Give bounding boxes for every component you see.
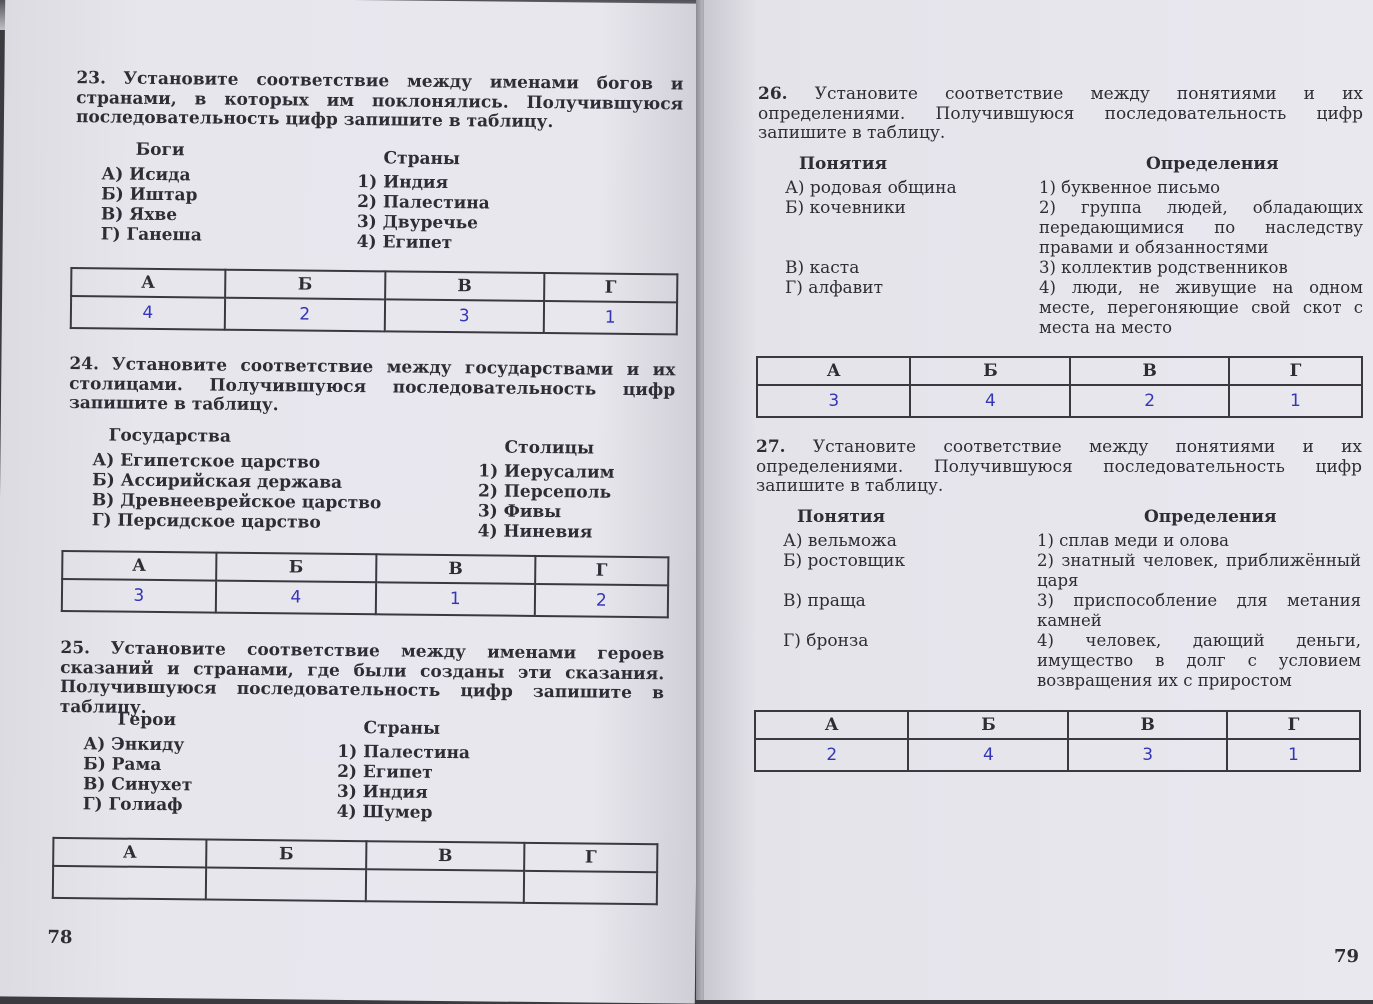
answer-cell[interactable]: 3 [1068, 739, 1226, 771]
table-header-cell: А [71, 268, 225, 298]
task-25-number: 25. [60, 637, 91, 659]
table-header-cell: Б [206, 840, 366, 870]
answer-cell[interactable]: 4 [908, 739, 1068, 771]
answer-cell[interactable] [524, 871, 657, 904]
task-24-answer-table [61, 550, 670, 618]
answer-cell[interactable] [53, 866, 207, 900]
table-header-cell: Б [908, 711, 1068, 739]
table-header-cell: А [53, 838, 207, 868]
table-header-cell: Г [1229, 357, 1362, 385]
answer-cell[interactable]: 2 [534, 584, 668, 617]
table-header-cell: Г [524, 843, 657, 872]
task-25-answer-table [52, 837, 659, 905]
task-23-left-item: Г) Ганеша [100, 224, 202, 246]
task-24-text: Установите соответствие между государствами и их столицами. Получившуюся последовательность цифр запишите в таблицу. [68, 354, 676, 416]
answer-cell[interactable]: 4 [216, 581, 377, 615]
answer-cell[interactable]: 3 [62, 579, 216, 613]
task-24-right-item: 3) Фивы [477, 501, 562, 523]
task-23-number: 23. [76, 68, 107, 89]
task-25-right-item: 4) Шумер [336, 801, 433, 823]
answer-cell[interactable]: 2 [1070, 385, 1228, 417]
task-27-prompt [756, 438, 1362, 497]
task-24-left-item: Г) Персидское царство [91, 510, 321, 533]
task-27-right-item: 1) сплав меди и олова [1037, 531, 1229, 550]
task-26-left-item: Б) кочевники [785, 198, 906, 218]
task-26-text: Установите соответствие между понятиями и их определениями. Получившуюся последовательность цифр запишите в таблицу. [758, 84, 1363, 143]
task-26-left-item: Г) алфавит [785, 278, 883, 298]
task-27-left-item: Г) бронза [783, 631, 869, 651]
table-header-cell: А [755, 711, 908, 739]
task-23-right-item: 3) Двуречье [356, 212, 479, 234]
table-header-cell: Б [910, 357, 1070, 385]
task-25-right-item: 3) Индия [336, 781, 428, 803]
answer-cell[interactable]: 1 [543, 301, 677, 334]
task-25-left-item: А) Энкиду [83, 734, 185, 756]
task-23-right-item: 4) Египет [356, 232, 453, 254]
task-23-right-item: 1) Индия [357, 172, 449, 194]
task-23-left-item: Б) Иштар [101, 184, 198, 206]
task-26-right-item: 3) коллектив родственников [1039, 258, 1288, 277]
task-23-text: Установите соответствие между именами богов и странами, в которых им поклонялись. Получившуюся последовательность цифр запишите в таблицу. [75, 68, 684, 133]
answer-cell[interactable] [366, 869, 525, 903]
right-page [704, 0, 1373, 1000]
task-24-left-item: А) Египетское царство [92, 450, 321, 473]
table-header-cell: В [1070, 357, 1228, 385]
task-25-right-item: 2) Египет [337, 761, 433, 783]
task-25-left-item: Б) Рама [83, 754, 162, 776]
answer-cell[interactable]: 3 [385, 299, 544, 333]
task-26-left-item: В) каста [785, 258, 860, 278]
table-header-cell: А [62, 551, 216, 581]
task-23-right-heading: Страны [383, 148, 461, 170]
task-27-left-heading: Понятия [797, 507, 886, 527]
answer-cell[interactable]: 4 [71, 296, 225, 330]
task-24-right-item: 4) Ниневия [477, 521, 593, 543]
answer-cell[interactable]: 2 [224, 298, 385, 332]
table-header-cell: В [385, 271, 544, 301]
task-25-left-item: В) Синухет [82, 774, 193, 796]
task-26-left-item: А) родовая община [785, 178, 957, 198]
task-25-left-heading: Герои [117, 709, 177, 731]
task-27-right-item: 4) человек, дающий деньги, имущество в долг с условием возвращения их с приростом [1037, 631, 1361, 690]
table-header-cell: Б [225, 270, 386, 300]
table-header-cell: Г [544, 273, 678, 302]
task-23-prompt [76, 69, 684, 134]
task-23-left-item: В) Яхве [100, 204, 178, 226]
table-header-cell: Г [535, 556, 669, 585]
page-number: 79 [1334, 946, 1360, 967]
answer-cell[interactable]: 4 [910, 385, 1070, 417]
table-header-cell: В [376, 554, 535, 584]
task-26-right-item: 2) группа людей, обладающих передающимися по наследству правами и обязанностями [1039, 198, 1363, 257]
task-27-left-item: А) вельможа [783, 531, 897, 551]
task-24-left-item: Б) Ассирийская держава [92, 470, 343, 493]
answer-cell[interactable]: 3 [757, 385, 910, 417]
answer-cell[interactable]: 1 [376, 582, 535, 616]
task-23-answer-table [70, 267, 679, 335]
task-24-right-item: 1) Иерусалим [478, 461, 615, 483]
table-header-cell: Б [216, 553, 377, 583]
answer-cell[interactable] [206, 868, 366, 902]
task-24-left-item: В) Древнееврейское царство [91, 490, 382, 514]
task-26-answer-table [756, 356, 1363, 418]
task-24-left-heading: Государства [108, 425, 232, 447]
answer-cell[interactable]: 2 [755, 739, 908, 771]
task-27-left-item: В) праща [783, 591, 866, 611]
task-26-right-item: 4) люди, не живущие на одном месте, перегоняющие свой скот с места на место [1039, 278, 1363, 337]
task-27-right-heading: Определения [1144, 507, 1277, 527]
task-27-left-item: Б) ростовщик [783, 551, 906, 571]
task-27-right-item: 3) приспособление для метания камней [1037, 591, 1361, 630]
table-header-cell: В [366, 841, 524, 871]
answer-cell[interactable]: 1 [1227, 739, 1360, 771]
task-26-number: 26. [758, 84, 788, 104]
task-26-left-heading: Понятия [799, 154, 888, 174]
task-26-right-heading: Определения [1146, 154, 1279, 174]
task-27-text: Установите соответствие между понятиями и их определениями. Получившуюся последовательность цифр запишите в таблицу. [756, 437, 1362, 496]
task-23-left-item: А) Исида [101, 164, 191, 186]
table-header-cell: Г [1227, 711, 1360, 739]
task-23-right-item: 2) Палестина [357, 192, 490, 214]
task-24-right-heading: Столицы [504, 437, 595, 459]
task-24-right-item: 2) Персеполь [477, 481, 612, 503]
task-27-answer-table [754, 710, 1361, 772]
task-24-number: 24. [69, 354, 100, 375]
task-27-number: 27. [756, 437, 786, 457]
task-25-right-item: 1) Палестина [337, 741, 471, 764]
task-25-right-heading: Страны [363, 718, 441, 739]
task-25-left-item: Г) Голиаф [82, 794, 183, 816]
table-header-cell: А [757, 357, 910, 385]
task-27-right-item: 2) знатный человек, приближённый царя [1037, 551, 1361, 590]
page-number: 78 [47, 926, 73, 949]
task-23-left-heading: Боги [135, 139, 185, 161]
task-24-prompt [69, 355, 676, 420]
task-25-text: Установите соответствие между именами героев сказаний и странами, где были созданы эти сказания. Получившуюся последовательность цифр запишите в таблицу. [59, 638, 665, 718]
answer-cell[interactable]: 1 [1229, 385, 1362, 417]
task-26-right-item: 1) буквенное письмо [1039, 178, 1221, 197]
table-header-cell: В [1068, 711, 1226, 739]
task-26-prompt [758, 85, 1363, 144]
